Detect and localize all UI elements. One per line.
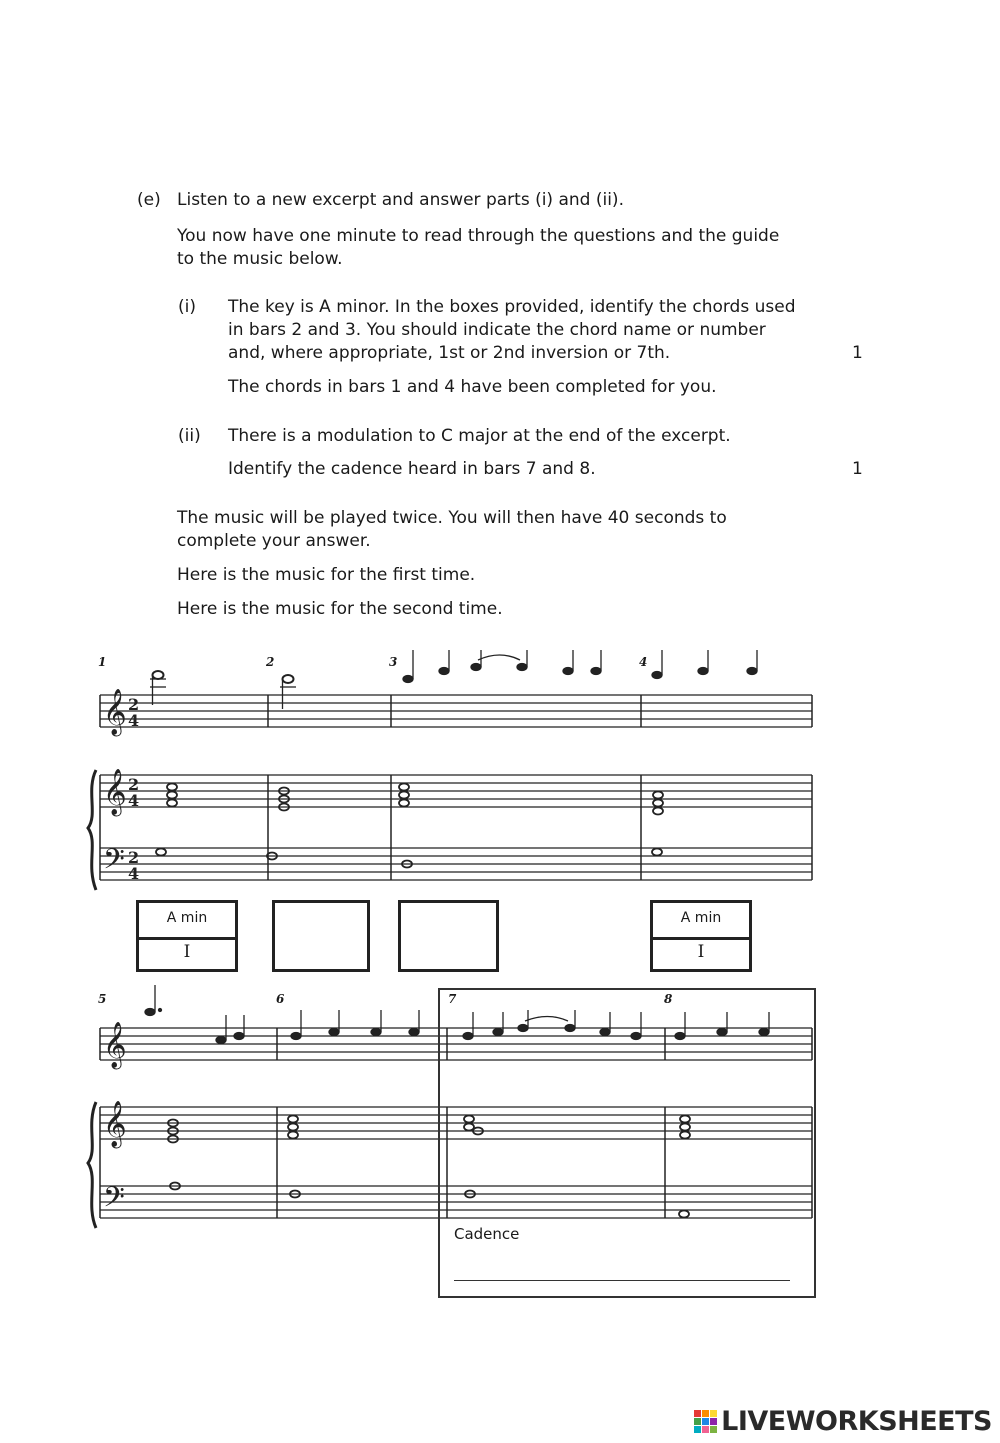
- part-label: (e): [137, 190, 161, 210]
- cadence-answer-input[interactable]: [454, 1260, 790, 1281]
- sub-i-note: The chords in bars 1 and 4 have been completed for you.: [228, 377, 717, 397]
- chord-name: A min: [653, 903, 749, 940]
- sub-i-line1: The key is A minor. In the boxes provided, identify the chords used: [228, 297, 796, 317]
- bar-number: 6: [276, 992, 285, 1006]
- chord-numeral: I: [697, 942, 705, 962]
- chord-answer-bar2[interactable]: [272, 900, 370, 972]
- reading-text-line1: You now have one minute to read through the questions and the guide: [177, 226, 780, 246]
- piano-chords-1: [156, 784, 663, 868]
- brace-2: [88, 1102, 96, 1228]
- sub-i-line3: and, where appropriate, 1st or 2nd inversion or 7th.: [228, 343, 671, 363]
- bass-clef: 𝄢: [103, 843, 125, 883]
- melody-notes-1: [150, 650, 757, 709]
- svg-text:2: 2: [128, 848, 140, 867]
- barlines-system-1: [100, 695, 812, 880]
- brand-name: LIVEWORKSHEETS: [721, 1406, 992, 1437]
- bass-clef: 𝄢: [103, 1181, 125, 1221]
- bar-number: 5: [98, 992, 107, 1006]
- chord-box-bar1: [136, 900, 238, 972]
- second-time-text: Here is the music for the second time.: [177, 599, 503, 619]
- chord-answer-bar3[interactable]: [398, 900, 499, 972]
- bar-number: 4: [639, 655, 648, 669]
- svg-text:4: 4: [128, 864, 140, 883]
- svg-text:2: 2: [128, 695, 140, 714]
- svg-text:2: 2: [128, 775, 140, 794]
- reading-text-line2: to the music below.: [177, 249, 343, 269]
- bar-number: 2: [266, 655, 275, 669]
- played-line1: The music will be played twice. You will then have 40 seconds to: [177, 508, 727, 528]
- sub-ii-marks: 1: [852, 459, 863, 479]
- cadence-box: [438, 988, 816, 1298]
- first-time-text: Here is the music for the first time.: [177, 565, 476, 585]
- liveworksheets-brand: [694, 1406, 992, 1437]
- treble-clef: 𝄞: [103, 1022, 127, 1068]
- treble-clef: 𝄞: [103, 1101, 127, 1147]
- bar-number: 7: [448, 992, 457, 1006]
- played-line2: complete your answer.: [177, 531, 371, 551]
- brace-1: [88, 770, 96, 890]
- liveworksheets-logo-icon: [694, 1410, 717, 1433]
- treble-clef: 𝄞: [103, 689, 127, 735]
- cadence-label: Cadence: [454, 1225, 520, 1243]
- sub-i-line2: in bars 2 and 3. You should indicate the chord name or number: [228, 320, 766, 340]
- staff-system-1: [100, 695, 812, 880]
- bar-number: 3: [389, 655, 398, 669]
- sub-ii-line2: Identify the cadence heard in bars 7 and 8.: [228, 459, 596, 479]
- chord-box-bar4: [650, 900, 752, 972]
- sub-i-marks: 1: [852, 343, 863, 363]
- svg-text:4: 4: [128, 791, 140, 810]
- sub-ii-label: (ii): [178, 426, 201, 446]
- bar-number: 8: [664, 992, 673, 1006]
- chord-name: A min: [139, 903, 235, 940]
- sub-ii-line1: There is a modulation to C major at the end of the excerpt.: [228, 426, 731, 446]
- sub-i-label: (i): [178, 297, 196, 317]
- treble-clef: 𝄞: [103, 769, 127, 815]
- intro-text: Listen to a new excerpt and answer parts (i) and (ii).: [177, 190, 624, 210]
- svg-text:4: 4: [128, 711, 140, 730]
- bar-number: 1: [98, 655, 107, 669]
- time-signatures: [128, 695, 139, 883]
- chord-numeral: I: [183, 942, 191, 962]
